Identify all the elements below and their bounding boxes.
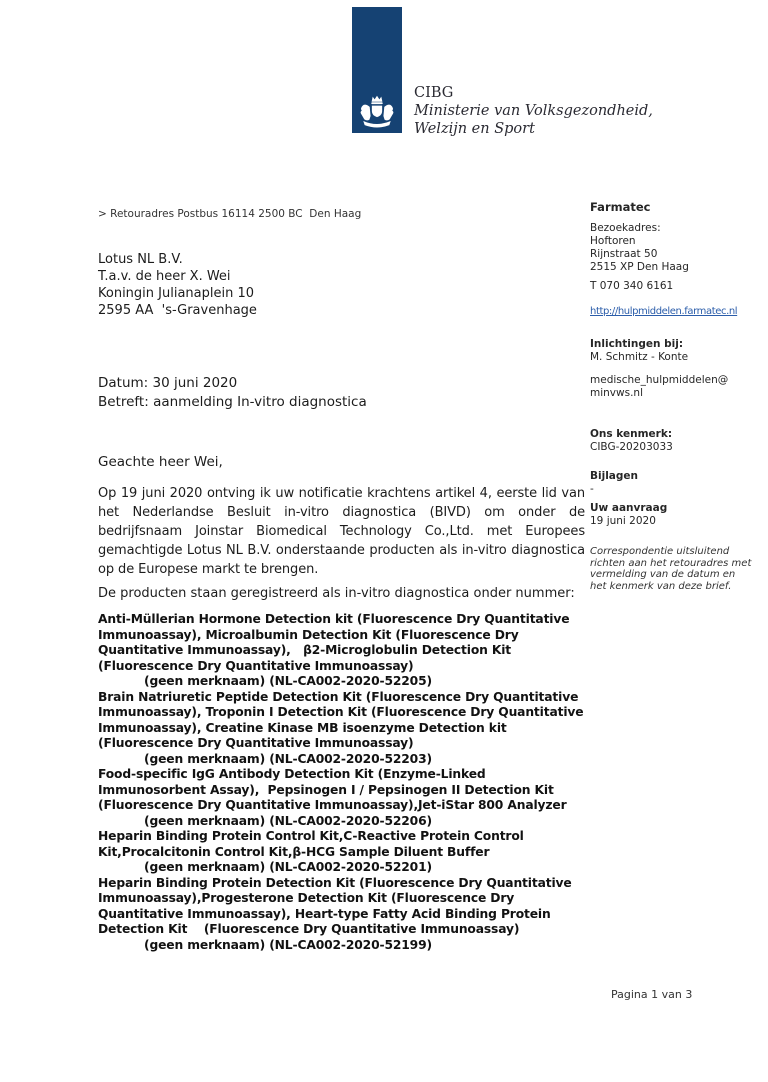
product-description <box>98 612 585 674</box>
text-line: Correspondentie uitsluitend <box>590 546 730 557</box>
product-description <box>98 829 585 860</box>
visit-address-label: Bezoekadres: <box>590 222 661 234</box>
contact-block <box>590 338 750 364</box>
recipient-address <box>98 251 257 319</box>
product-description-line: (Fluorescence Dry Quantitative Immunoassay) <box>98 658 414 673</box>
product-description-line: Kit,Procalcitonin Control Kit,β-HCG Sample Diluent Buffer <box>98 844 490 859</box>
product-description-line: Heparin Binding Protein Control Kit,C-Reactive Protein Control <box>98 829 524 843</box>
attachments-label: Bijlagen <box>590 470 638 482</box>
date-subject-block <box>98 374 585 412</box>
rijksoverheid-coat-of-arms-icon <box>358 94 396 130</box>
product-description-line: Food-specific IgG Antibody Detection Kit (Enzyme-Linked <box>98 767 486 781</box>
page-number: Pagina 1 van 3 <box>611 988 693 1001</box>
text-line: T.a.v. de heer X. Wei <box>98 269 231 284</box>
request-date: 19 juni 2020 <box>590 515 656 527</box>
info-sidebar <box>590 201 750 592</box>
text-line: 2595 AA 's-Gravenhage <box>98 303 257 318</box>
product-registration: (geen merknaam) (NL-CA002-2020-52206) <box>144 813 432 828</box>
product-description-line: Heparin Binding Protein Detection Kit (Fluorescence Dry Quantitative <box>98 875 572 890</box>
salutation: Geachte heer Wei, <box>98 454 223 470</box>
organization-name: CIBG <box>414 85 454 101</box>
product-registration: (geen merknaam) (NL-CA002-2020-52205) <box>144 674 432 688</box>
product-description-line: Quantitative Immunoassay), Heart-type Fatty Acid Binding Protein <box>98 906 551 921</box>
reference-block <box>590 428 750 454</box>
products-intro: De producten staan geregistreerd als in-vitro diagnostica onder nummer: <box>98 586 575 601</box>
rijksoverheid-logo-bar <box>352 7 402 133</box>
text-line: minvws.nl <box>590 387 643 399</box>
text-line: richten aan het retouradres met <box>590 557 752 569</box>
text-line: Lotus NL B.V. <box>98 252 183 267</box>
body-paragraph: Op 19 juni 2020 ontving ik uw notificatie krachtens artikel 4, eerste lid van het Nederlandse Besluit in-vitro diagnostica (BIVD) om onder de bedrijfsnaam Joinstar Biomedical Technology Co.,Ltd. met Europees gemachtigde Lotus NL B.V. onderstaande producten als in-vitro diagnostica op de Europese markt te brengen. <box>98 486 585 577</box>
request-block <box>590 502 750 528</box>
attachments-value: - <box>590 483 594 495</box>
product-description-line: Anti-Müllerian Hormone Detection kit (Fluorescence Dry Quantitative <box>98 612 570 626</box>
text-line: het kenmerk van deze brief. <box>590 580 732 592</box>
reference-label: Ons kenmerk: <box>590 428 673 440</box>
correspondence-note <box>590 546 750 592</box>
ministry-name-line1: Ministerie van Volksgezondheid, <box>414 103 653 119</box>
product-registration: (geen merknaam) (NL-CA002-2020-52201) <box>144 860 432 874</box>
product-registration: (geen merknaam) (NL-CA002-2020-52203) <box>144 751 432 766</box>
product-description-line: Immunoassay), Troponin I Detection Kit (Fluorescence Dry Quantitative <box>98 705 584 719</box>
website-link[interactable]: http://hulpmiddelen.farmatec.nl <box>590 306 738 317</box>
product-description-line: (Fluorescence Dry Quantitative Immunoassay) <box>98 736 414 750</box>
product-description <box>98 876 585 938</box>
product-description-line: Immunoassay), Microalbumin Detection Kit (Fluorescence Dry <box>98 627 519 642</box>
product-registration: (geen merknaam) (NL-CA002-2020-52199) <box>144 937 432 952</box>
product-description-line: Detection Kit (Fluorescence Dry Quantitative Immunoassay) <box>98 922 520 936</box>
visit-address <box>590 222 750 274</box>
product-description-line: Immunosorbent Assay), Pepsinogen I / Pepsinogen II Detection Kit <box>98 782 554 797</box>
text-line: 2515 XP Den Haag <box>590 261 689 273</box>
attachments-block <box>590 470 750 496</box>
reference-number: CIBG-20203033 <box>590 441 673 453</box>
contact-label: Inlichtingen bij: <box>590 338 684 350</box>
text-line: Koningin Julianaplein 10 <box>98 286 255 301</box>
text-line: medische_hulpmiddelen@ <box>590 374 729 386</box>
product-description-line: (Fluorescence Dry Quantitative Immunoassay),Jet-iStar 800 Analyzer <box>98 798 567 812</box>
visit-address-lines <box>590 235 750 274</box>
text-line: Hoftoren <box>590 235 636 247</box>
contact-name: M. Schmitz - Konte <box>590 351 689 363</box>
return-address: > Retouradres Postbus 16114 2500 BC Den Haag <box>98 208 362 220</box>
subject-line: Betreft: aanmelding In-vitro diagnostica <box>98 394 367 410</box>
product-description-line: Immunoassay),Progesterone Detection Kit (Fluorescence Dry <box>98 891 515 905</box>
contact-email <box>590 374 750 400</box>
product-description <box>98 690 585 752</box>
phone-number: T 070 340 6161 <box>590 280 674 292</box>
letter-body <box>98 374 585 953</box>
department-name: Farmatec <box>590 200 651 214</box>
product-description <box>98 767 585 814</box>
product-description-line: Brain Natriuretic Peptide Detection Kit (Fluorescence Dry Quantitative <box>98 689 579 704</box>
request-label: Uw aanvraag <box>590 502 668 514</box>
product-description-line: Quantitative Immunoassay), β2-Microglobulin Detection Kit <box>98 643 512 657</box>
text-line: vermelding van de datum en <box>590 569 736 580</box>
ministry-name-line2: Welzijn en Sport <box>414 121 535 137</box>
product-description-line: Immunoassay), Creatine Kinase MB isoenzyme Detection kit <box>98 720 507 735</box>
letterhead-text <box>414 84 653 138</box>
date-line: Datum: 30 juni 2020 <box>98 375 238 391</box>
product-list <box>98 612 585 953</box>
text-line: Rijnstraat 50 <box>590 248 658 260</box>
